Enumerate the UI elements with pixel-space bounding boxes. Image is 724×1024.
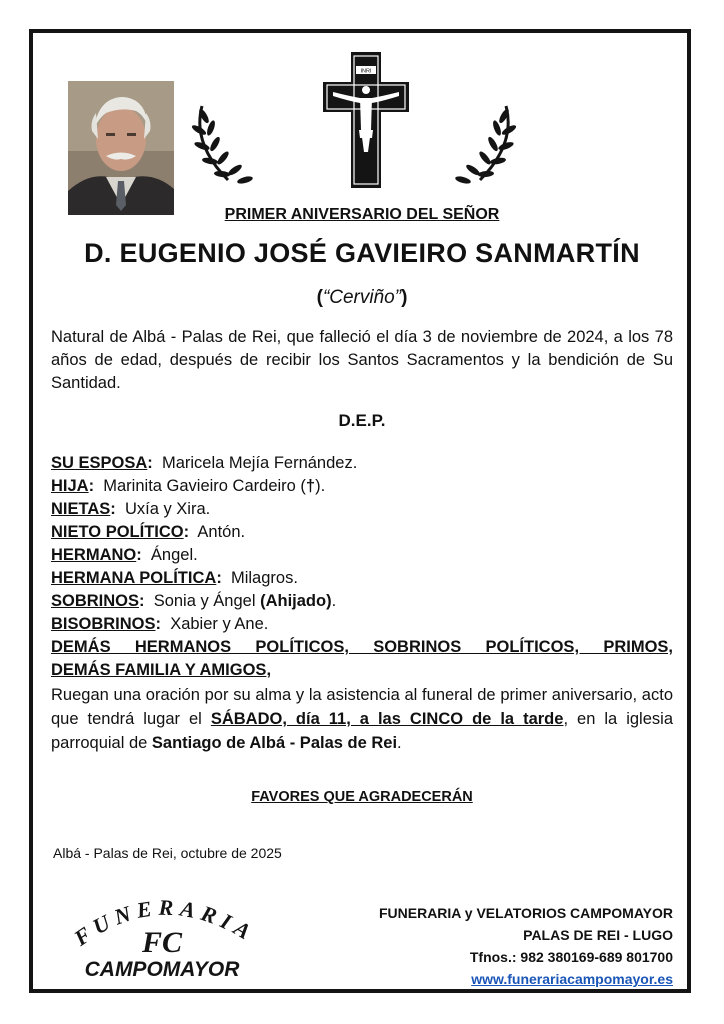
nickname: (“Cerviño”) [316,287,408,308]
intro-paragraph: Natural de Albá - Palas de Rei, que falleció el día 3 de noviembre de 2024, a los 78 años de edad, después de recibir los Santos Sacramentos y la bendición de Su Santidad. [51,328,673,392]
contact-location: PALAS DE REI - LUGO [523,927,673,943]
place-date: Albá - Palas de Rei, octubre de 2025 [53,845,282,861]
favores-text: FAVORES QUE AGRADECERÁN [251,789,473,805]
logo-name: CAMPOMAYOR [84,958,240,981]
dep-label: D.E.P. [338,411,386,430]
family-list [51,452,673,682]
family-demas-line1: DEMÁS HERMANOS POLÍTICOS, SOBRINOS POLÍTICOS, PRIMOS, [51,638,673,656]
family-bisobrinos: BISOBRINOS: Xabier y Ane. [51,615,269,633]
deceased-name: D. EUGENIO JOSÉ GAVIEIRO SANMARTÍN [84,238,640,268]
contact-company: FUNERARIA y VELATORIOS CAMPOMAYOR [378,905,673,921]
laurel-right-icon [446,100,518,186]
family-esposa: SU ESPOSA: Maricela Mejía Fernández. [51,454,358,472]
family-hermano: HERMANO: Ángel. [51,546,198,564]
contact-block [379,902,673,990]
logo-arc-text: FUNERARIA [69,894,261,951]
family-nieto-politico: NIETO POLÍTICO: Antón. [51,523,246,541]
family-nietas: NIETAS: Uxía y Xira. [51,500,211,518]
crucifix-icon [323,52,409,188]
contact-phones: Tfnos.: 982 380169-689 801700 [469,949,673,965]
family-sobrinos: SOBRINOS: Sonia y Ángel (Ahijado). [51,592,337,610]
laurel-left-icon [190,100,262,186]
funeral-paragraph: Ruegan una oración por su alma y la asistencia al funeral de primer aniversario, acto que tendrá lugar el SÁBADO, día 11, a las CINCO de la tarde, en la iglesia parroquial de Santiago de Albá - Palas de Rei. [51,686,673,752]
portrait-photo [68,81,174,215]
inri-plate: INRI [360,68,372,75]
family-demas-line2: DEMÁS FAMILIA Y AMIGOS, [51,661,272,679]
contact-website-link[interactable]: www.funerariacampomayor.es [471,971,673,987]
logo-monogram: FC [141,926,183,959]
anniversary-heading: PRIMER ANIVERSARIO DEL SEÑOR [224,206,500,223]
family-hermana-politica: HERMANA POLÍTICA: Milagros. [51,569,298,587]
campomayor-logo [52,890,282,985]
family-hija: HIJA: Marinita Gavieiro Cardeiro (†). [51,477,326,495]
